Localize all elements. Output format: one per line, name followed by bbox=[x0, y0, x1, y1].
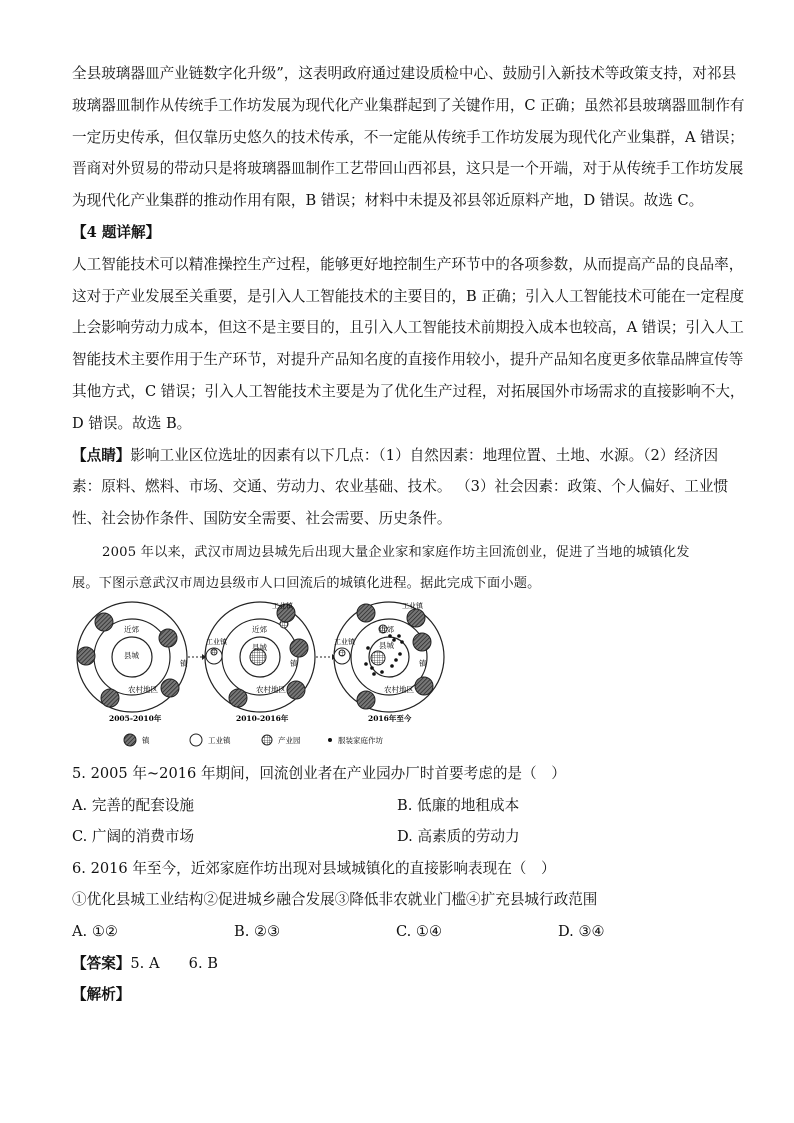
dianjing-line-1 bbox=[72, 440, 722, 472]
q5-option-b: B. 低廉的地租成本 bbox=[397, 796, 520, 814]
q4-heading: 【4 题详解】 bbox=[72, 223, 161, 241]
town-marker bbox=[77, 647, 95, 665]
panel2-industrial-label-left: 工业镇 bbox=[206, 638, 227, 646]
para3-line-5: 为现代化产业集群的推动作用有限，B 错误；材料中未提及祁县邻近原料产地，D 错误。故选 C。 bbox=[72, 192, 704, 210]
q4-line-1: 人工智能技术可以精准操控生产过程，能够更好地控制生产环节中的各项参数，从而提高产品的良品率， bbox=[72, 255, 744, 273]
panel3-caption: 2016年至今 bbox=[368, 714, 412, 723]
q6-option-a: A. ①② bbox=[72, 922, 118, 940]
town-marker bbox=[357, 691, 375, 709]
panel1-rural-label: 农村地区 bbox=[128, 685, 158, 694]
intro-line-1: 2005 年以来，武汉市周边县城先后出现大量企业家和家庭作坊主回流创业，促进了当地的城镇化发 bbox=[102, 544, 690, 560]
dianjing-line-3: 性、社会协作条件、国防安全需要、社会需要、历史条件。 bbox=[72, 510, 452, 528]
panel-2016-now bbox=[334, 601, 444, 723]
panel1-suburb-label: 近郊 bbox=[124, 625, 139, 634]
town-marker bbox=[101, 689, 119, 707]
panel3-industrial-label-left: 工业镇 bbox=[334, 638, 355, 646]
panel1-town-label: 镇 bbox=[180, 659, 188, 668]
panel2-rural-label: 农村地区 bbox=[256, 685, 286, 694]
q4-line-4: 智能技术主要作用于生产环节，对提升产品知名度的直接作用较小，提升产品知名度更多依靠品牌宣传等 bbox=[72, 351, 744, 369]
town-marker bbox=[415, 677, 433, 695]
urbanization-diagram-svg bbox=[72, 600, 452, 750]
town-marker bbox=[357, 604, 375, 622]
town-marker bbox=[161, 679, 179, 697]
q6-stem: 6. 2016 年至今，近郊家庭作坊出现对县域城镇化的直接影响表现在（ ） bbox=[72, 859, 556, 877]
panel2-caption: 2010-2016年 bbox=[236, 714, 289, 723]
para3-line-4: 晋商对外贸易的带动只是将玻璃器皿制作工艺带回山西祁县，这只是一个开端，对于从传统手工作坊发展 bbox=[72, 160, 744, 178]
panel3-suburb-label: 近郊 bbox=[379, 625, 394, 634]
panel3-city-label: 县城 bbox=[379, 641, 394, 650]
industrial-park-marker bbox=[371, 651, 385, 665]
dianjing-label: 【点睛】 bbox=[72, 446, 131, 464]
q4-line-6: D 错误。故选 B。 bbox=[72, 414, 192, 432]
town-marker bbox=[159, 629, 177, 647]
legend-family-workshop: 服装家庭作坊 bbox=[338, 736, 383, 745]
q5-stem: 5. 2005 年~2016 年期间，回流创业者在产业园办厂时首要考虑的是（ ） bbox=[72, 765, 566, 782]
panel3-rural-label: 农村地区 bbox=[384, 685, 414, 694]
q5-options-row-1 bbox=[72, 790, 722, 822]
document-body bbox=[72, 58, 745, 599]
answer-label: 【答案】 bbox=[72, 954, 131, 972]
panel2-industrial-label: 工业镇 bbox=[272, 602, 293, 610]
q5-option-d: D. 高素质的劳动力 bbox=[397, 828, 520, 846]
legend-industrial-park: 产业园 bbox=[278, 736, 301, 745]
q6-option-d: D. ③④ bbox=[558, 922, 605, 940]
intro-line-2: 展。下图示意武汉市周边县级市人口回流后的城镇化进程。据此完成下面小题。 bbox=[72, 575, 541, 591]
answer-text: 5. A 6. B bbox=[130, 954, 218, 972]
town-marker bbox=[95, 613, 113, 631]
q5-option-a: A. 完善的配套设施 bbox=[72, 796, 194, 814]
questions-block bbox=[72, 758, 722, 1011]
dianjing-text-1: 影响工业区位选址的因素有以下几点：（1）自然因素：地理位置、土地、水源。（2）经济因 bbox=[130, 446, 719, 464]
q5-option-c: C. 广阔的消费市场 bbox=[72, 828, 195, 846]
q4-line-5: 其他方式，C 错误；引入人工智能技术主要是为了优化生产过程，对拓展国外市场需求的直接影响不大， bbox=[72, 382, 745, 400]
analysis-label: 【解析】 bbox=[72, 986, 131, 1004]
panel-2010-2016 bbox=[205, 601, 315, 723]
town-marker bbox=[229, 689, 247, 707]
panel3-town-label: 镇 bbox=[419, 659, 427, 668]
panel3-industrial-label: 工业镇 bbox=[402, 602, 423, 610]
panel-2005-2010 bbox=[77, 602, 188, 723]
para3-line-2: 玻璃器皿制作从传统手工作坊发展为现代化产业集群起到了关键作用，C 正确；虽然祁县玻璃器皿制作有 bbox=[72, 96, 745, 114]
dianjing-line-2: 素：原料、燃料、市场、交通、劳动力、农业基础、技术。 （3）社会因素：政策、个人偏好、工业惯 bbox=[72, 478, 729, 496]
q4-line-3: 上会影响劳动力成本，但这不是主要目的，且引入人工智能技术前期投入成本也较高，A 错误；引入人工 bbox=[72, 319, 744, 337]
para3-line-1: 全县玻璃器皿产业链数字化升级”，这表明政府通过建设质检中心、鼓励引入新技术等政策支持，对祁县 bbox=[72, 65, 737, 82]
q6-option-c: C. ①④ bbox=[396, 922, 443, 940]
legend-town: 镇 bbox=[142, 736, 150, 745]
panel1-city-label: 县城 bbox=[124, 651, 139, 660]
town-marker bbox=[290, 639, 308, 657]
panel1-caption: 2005-2010年 bbox=[109, 714, 162, 723]
q6-option-b: B. ②③ bbox=[234, 922, 281, 940]
legend-industrial-town: 工业镇 bbox=[208, 736, 231, 745]
panel2-suburb-label: 近郊 bbox=[252, 625, 267, 634]
town-marker bbox=[413, 633, 431, 651]
diagram-legend bbox=[124, 734, 383, 746]
town-marker bbox=[407, 609, 425, 627]
town-marker bbox=[287, 681, 305, 699]
panel2-city-label: 县城 bbox=[252, 643, 267, 652]
q6-options-row bbox=[72, 916, 722, 948]
q4-line-2: 这对于产业发展至关重要，是引入人工智能技术的主要目的，B 正确；引入人工智能技术可能在一定程度 bbox=[72, 287, 745, 305]
urbanization-diagram bbox=[72, 600, 452, 750]
q6-statements: ①优化县城工业结构②促进城乡融合发展③降低非农就业门槛④扩充县城行政范围 bbox=[72, 891, 598, 909]
answer-line bbox=[72, 948, 722, 980]
para3-line-3: 一定历史传承，但仅靠历史悠久的技术传承，不一定能从传统手工作坊发展为现代化产业集群，A 错误； bbox=[72, 128, 744, 146]
q5-options-row-2 bbox=[72, 821, 722, 853]
panel2-town-label: 镇 bbox=[290, 659, 298, 668]
